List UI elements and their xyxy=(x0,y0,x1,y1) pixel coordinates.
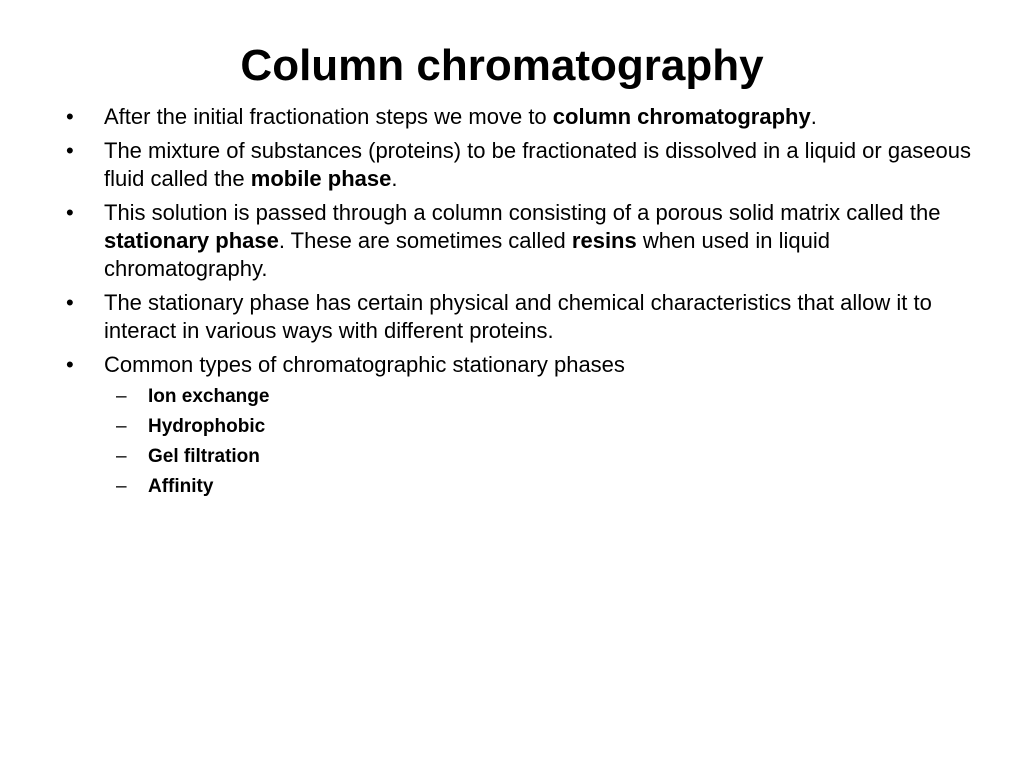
bullet-item xyxy=(64,103,974,131)
bullet-marker: • xyxy=(66,138,74,163)
bullet-item xyxy=(64,199,974,283)
sub-bullet-list xyxy=(104,385,974,499)
sub-bullet-text: Gel filtration xyxy=(148,446,260,467)
sub-bullet-marker: – xyxy=(116,416,127,437)
sub-bullet-marker: – xyxy=(116,446,127,467)
bullet-marker: • xyxy=(66,352,74,377)
sub-bullet-item xyxy=(104,445,974,469)
sub-bullet-item xyxy=(104,385,974,409)
sub-bullet-text: Hydrophobic xyxy=(148,416,266,437)
bullet-text: . xyxy=(810,104,817,129)
slide-title: Column chromatography xyxy=(240,41,764,90)
bullet-emphasis: resins xyxy=(571,228,637,253)
bullet-text: . xyxy=(391,166,398,191)
bullet-text: After the initial fractionation steps we move to xyxy=(104,104,553,129)
bullet-text: . These are sometimes called xyxy=(278,228,572,253)
bullet-item xyxy=(64,137,974,193)
bullet-marker: • xyxy=(66,200,74,225)
bullet-marker: • xyxy=(66,104,74,129)
sub-bullet-marker: – xyxy=(116,386,127,407)
bullet-text: The mixture of substances (proteins) to be fractionated is dissolved in a liquid or gaseous fluid called the xyxy=(104,138,972,191)
sub-bullet-item xyxy=(104,475,974,499)
bullet-emphasis: mobile phase xyxy=(250,166,392,191)
bullet-list xyxy=(64,103,974,505)
bullet-marker: • xyxy=(66,290,74,315)
bullet-item xyxy=(64,289,974,345)
sub-bullet-text: Ion exchange xyxy=(148,386,270,407)
sub-bullet-marker: – xyxy=(116,476,127,497)
bullet-emphasis: stationary phase xyxy=(104,228,279,253)
sub-bullet-text: Affinity xyxy=(148,476,214,497)
bullet-text: when used in liquid chromatography. xyxy=(104,228,830,281)
bullet-text: The stationary phase has certain physical and chemical characteristics that allow it to interact in various ways with different proteins. xyxy=(104,290,932,343)
bullet-text: Common types of chromatographic stationary phases xyxy=(104,352,625,377)
bullet-emphasis: column chromatography xyxy=(552,104,811,129)
sub-bullet-item xyxy=(104,415,974,439)
bullet-text: This solution is passed through a column consisting of a porous solid matrix called the xyxy=(104,200,941,225)
bullet-item xyxy=(64,351,974,499)
